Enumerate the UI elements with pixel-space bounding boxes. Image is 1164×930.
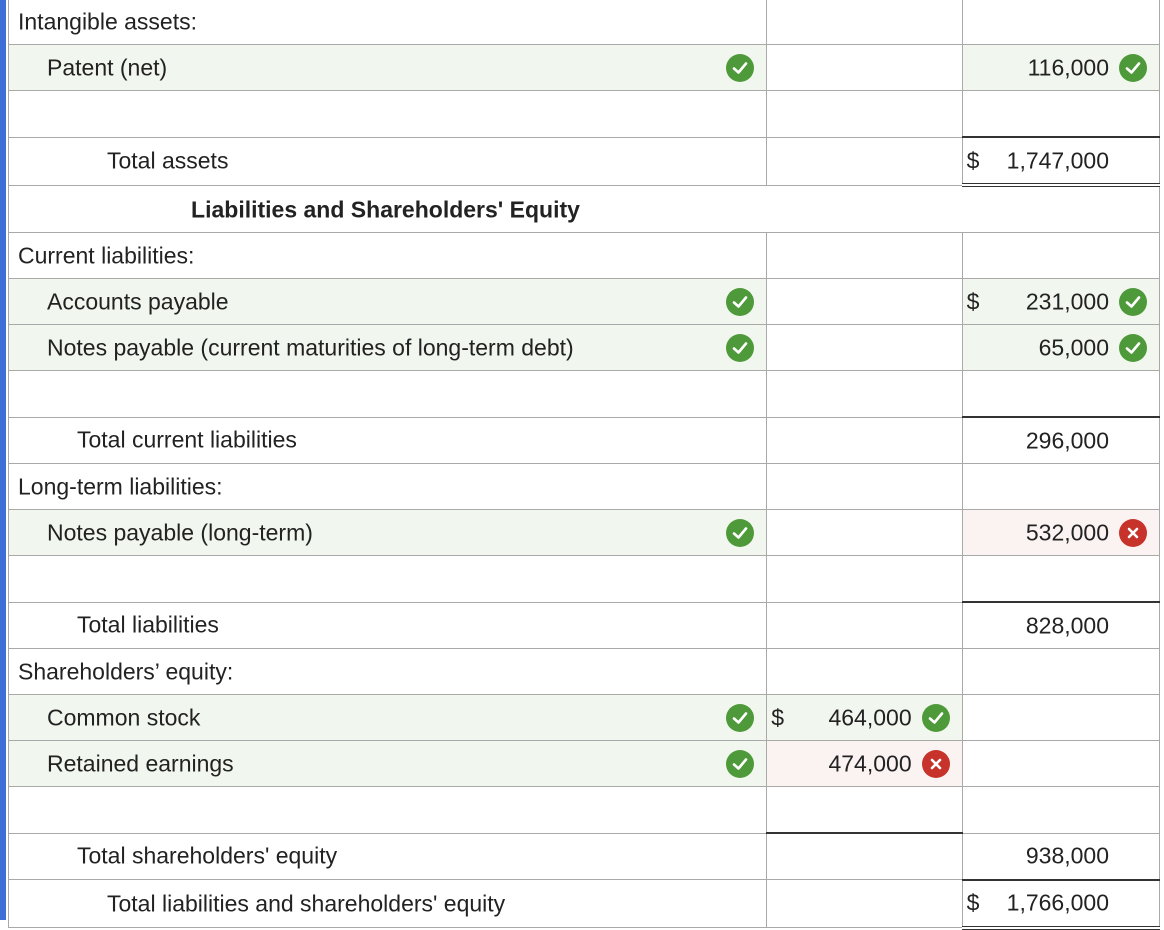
table-row bbox=[9, 325, 1160, 371]
table-row bbox=[9, 833, 1160, 880]
total-input[interactable] bbox=[962, 833, 1159, 880]
account-select[interactable] bbox=[9, 91, 767, 138]
table-row bbox=[9, 137, 1160, 185]
total-input[interactable] bbox=[962, 325, 1159, 371]
account-select[interactable] bbox=[9, 556, 767, 603]
total-value: 1,766,000 bbox=[1006, 889, 1109, 916]
total-input[interactable] bbox=[962, 91, 1159, 138]
table-row bbox=[9, 464, 1160, 510]
check-icon bbox=[726, 54, 754, 82]
account-label: Patent (net) bbox=[47, 54, 168, 80]
table-row bbox=[9, 649, 1160, 695]
row-label-cell bbox=[9, 0, 767, 45]
check-icon bbox=[1119, 54, 1147, 82]
account-select[interactable] bbox=[9, 325, 767, 371]
cross-icon bbox=[1119, 519, 1147, 547]
total-value: 116,000 bbox=[1027, 54, 1109, 80]
dollar-sign: $ bbox=[771, 704, 785, 730]
account-label: Common stock bbox=[47, 704, 201, 730]
total-input[interactable] bbox=[962, 556, 1159, 603]
total-value: 65,000 bbox=[1038, 334, 1109, 360]
total-input[interactable] bbox=[962, 137, 1159, 185]
check-icon bbox=[726, 704, 754, 732]
account-select[interactable] bbox=[9, 371, 767, 418]
total-label: Total assets bbox=[107, 147, 229, 174]
check-icon bbox=[1119, 334, 1147, 362]
amount-input[interactable] bbox=[767, 91, 962, 138]
amount-input[interactable] bbox=[767, 695, 962, 741]
balance-sheet-table bbox=[8, 0, 1160, 930]
total-value: 231,000 bbox=[1025, 288, 1109, 314]
amount-input[interactable] bbox=[767, 510, 962, 556]
total-value: 296,000 bbox=[1025, 427, 1109, 453]
dollar-sign: $ bbox=[966, 288, 980, 314]
amount-input[interactable] bbox=[767, 787, 962, 834]
account-label: Retained earnings bbox=[47, 750, 234, 776]
total-label: Total current liabilities bbox=[77, 426, 297, 453]
total-input[interactable] bbox=[962, 510, 1159, 556]
total-value: 532,000 bbox=[1025, 519, 1109, 545]
amount-input[interactable] bbox=[767, 279, 962, 325]
account-select[interactable] bbox=[9, 787, 767, 834]
amount-input[interactable] bbox=[767, 741, 962, 787]
amount-input[interactable] bbox=[767, 371, 962, 418]
total-label: Total liabilities and shareholders' equity bbox=[107, 890, 506, 916]
table-row bbox=[9, 45, 1160, 91]
account-label: Accounts payable bbox=[47, 288, 229, 314]
total-input[interactable] bbox=[962, 45, 1159, 91]
check-icon bbox=[726, 750, 754, 778]
total-label: Total liabilities bbox=[77, 611, 219, 638]
table-row bbox=[9, 0, 1160, 45]
total-value: 1,747,000 bbox=[1006, 147, 1109, 173]
check-icon bbox=[726, 519, 754, 547]
total-input[interactable] bbox=[962, 695, 1159, 741]
table-row bbox=[9, 510, 1160, 556]
check-icon bbox=[922, 704, 950, 732]
account-label: Notes payable (long-term) bbox=[47, 519, 313, 545]
section-header: Long-term liabilities: bbox=[18, 473, 223, 499]
total-value: 828,000 bbox=[1025, 612, 1109, 638]
table-row bbox=[9, 741, 1160, 787]
total-input[interactable] bbox=[962, 880, 1159, 928]
section-heading: Liabilities and Shareholders' Equity bbox=[191, 196, 580, 222]
table-row bbox=[9, 787, 1160, 834]
table-row bbox=[9, 602, 1160, 649]
amount-value: 474,000 bbox=[828, 750, 912, 776]
amount-value: 464,000 bbox=[828, 704, 912, 730]
left-accent-bar bbox=[0, 0, 6, 920]
amount-input[interactable] bbox=[767, 556, 962, 603]
section-header: Current liabilities: bbox=[18, 242, 195, 268]
section-header: Intangible assets: bbox=[18, 8, 198, 34]
check-icon bbox=[726, 288, 754, 316]
total-input[interactable] bbox=[962, 371, 1159, 418]
table-row bbox=[9, 417, 1160, 464]
check-icon bbox=[726, 334, 754, 362]
section-header: Shareholders’ equity: bbox=[18, 658, 234, 684]
total-input[interactable] bbox=[962, 417, 1159, 464]
total-input[interactable] bbox=[962, 741, 1159, 787]
table-row bbox=[9, 556, 1160, 603]
total-label: Total shareholders' equity bbox=[77, 842, 338, 869]
table-row bbox=[9, 880, 1160, 928]
table-row bbox=[9, 371, 1160, 418]
account-select[interactable] bbox=[9, 695, 767, 741]
dollar-sign: $ bbox=[966, 889, 980, 916]
table-row bbox=[9, 279, 1160, 325]
account-select[interactable] bbox=[9, 45, 767, 91]
total-input[interactable] bbox=[962, 602, 1159, 649]
table-row bbox=[9, 185, 1160, 233]
table-row bbox=[9, 91, 1160, 138]
total-value: 938,000 bbox=[1025, 842, 1109, 869]
account-label: Notes payable (current maturities of long-term debt) bbox=[47, 334, 574, 360]
total-input[interactable] bbox=[962, 279, 1159, 325]
dollar-sign: $ bbox=[966, 147, 980, 173]
account-select[interactable] bbox=[9, 279, 767, 325]
amount-input[interactable] bbox=[767, 325, 962, 371]
account-select[interactable] bbox=[9, 741, 767, 787]
account-select[interactable] bbox=[9, 510, 767, 556]
check-icon bbox=[1119, 288, 1147, 316]
table-row bbox=[9, 695, 1160, 741]
total-input[interactable] bbox=[962, 787, 1159, 834]
amount-input[interactable] bbox=[767, 45, 962, 91]
cross-icon bbox=[922, 750, 950, 778]
table-row bbox=[9, 233, 1160, 279]
